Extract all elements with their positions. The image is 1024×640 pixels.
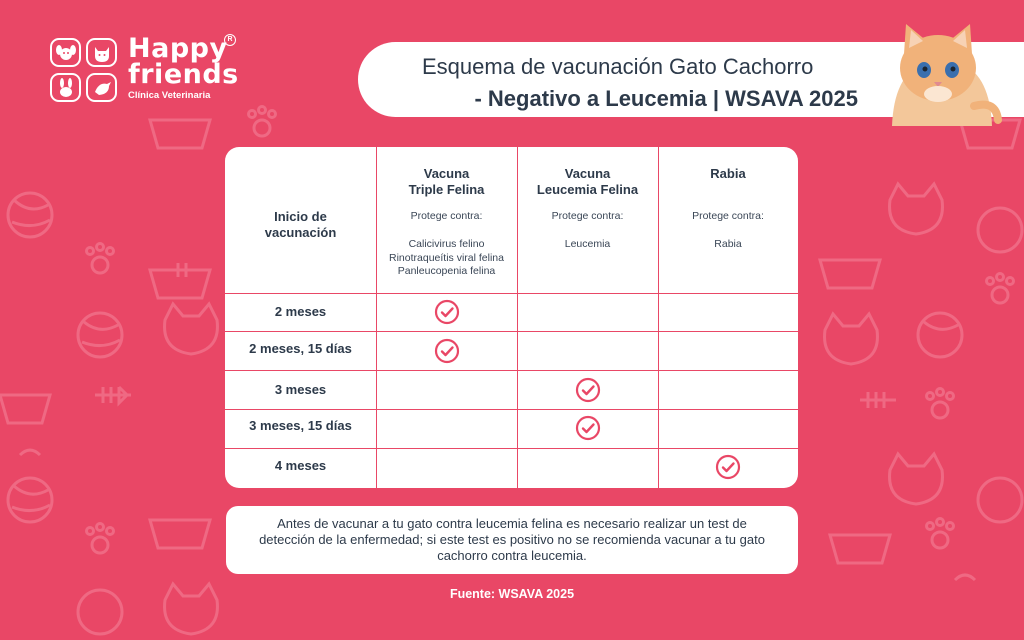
row-divider — [225, 331, 798, 332]
check-icon — [434, 338, 460, 364]
column-divider — [376, 147, 377, 488]
dog-icon — [50, 38, 81, 67]
row-label-3-meses: 3 meses — [274, 382, 327, 397]
source-credit: Fuente: WSAVA 2025 — [449, 587, 575, 601]
page-title: Esquema de vacunación Gato Cachorro — [422, 54, 814, 79]
column-diseases: Leucemia — [564, 238, 611, 250]
row-label-2-meses: 2 meses — [274, 304, 327, 319]
column-protects-label: Protege contra: — [692, 210, 764, 222]
row-divider — [225, 293, 798, 294]
registered-mark: R — [224, 34, 236, 46]
column-protects-label: Protege contra: — [410, 210, 483, 222]
logo-pets-grid — [48, 36, 120, 104]
brand-name-line1: Happy — [128, 33, 228, 64]
vaccination-table — [225, 147, 798, 488]
rabbit-icon — [50, 73, 81, 102]
check-icon — [575, 415, 601, 441]
row-label-4-meses: 4 meses — [274, 458, 327, 473]
start-header: Inicio de vacunación — [264, 209, 337, 240]
row-label-2-meses-15-dias: 2 meses, 15 días — [249, 341, 352, 356]
column-leucemia-felina — [517, 147, 658, 293]
logo-wordmark — [128, 33, 239, 101]
column-triple-felina — [376, 147, 517, 293]
column-title: Vacuna Triple Felina — [408, 166, 485, 197]
cat-icon — [86, 38, 117, 67]
brand-name-line2: friends — [128, 59, 239, 90]
row-divider — [225, 370, 798, 371]
brand-tagline: Clínica Veterinaria — [128, 90, 211, 101]
bird-icon — [86, 73, 117, 102]
column-protects-label: Protege contra: — [551, 210, 624, 222]
kitten-illustration — [872, 14, 1002, 130]
column-divider — [658, 147, 659, 488]
brand-logo — [48, 33, 248, 108]
page-subtitle: - Negativo a Leucemia | WSAVA 2025 — [474, 86, 858, 111]
column-title: Vacuna Leucemia Felina — [536, 166, 639, 197]
info-note: Antes de vacunar a tu gato contra leucemia felina es necesario realizar un test de detección de la enfermedad; si este test es positivo no se recomienda vacunar a tu gato cachorro contra leucemia. — [226, 506, 798, 574]
column-title: Rabia — [710, 166, 746, 181]
column-diseases: Rabia — [714, 238, 742, 250]
check-icon — [715, 454, 741, 480]
row-label-3-meses-15-dias: 3 meses, 15 días — [249, 418, 352, 433]
check-icon — [434, 299, 460, 325]
row-divider — [225, 448, 798, 449]
column-rabia — [658, 147, 798, 293]
check-icon — [575, 377, 601, 403]
column-diseases: Calicivirus felino Rinotraqueítis viral felina Panleucopenia felina — [389, 238, 504, 277]
row-divider — [225, 409, 798, 410]
column-divider — [517, 147, 518, 488]
